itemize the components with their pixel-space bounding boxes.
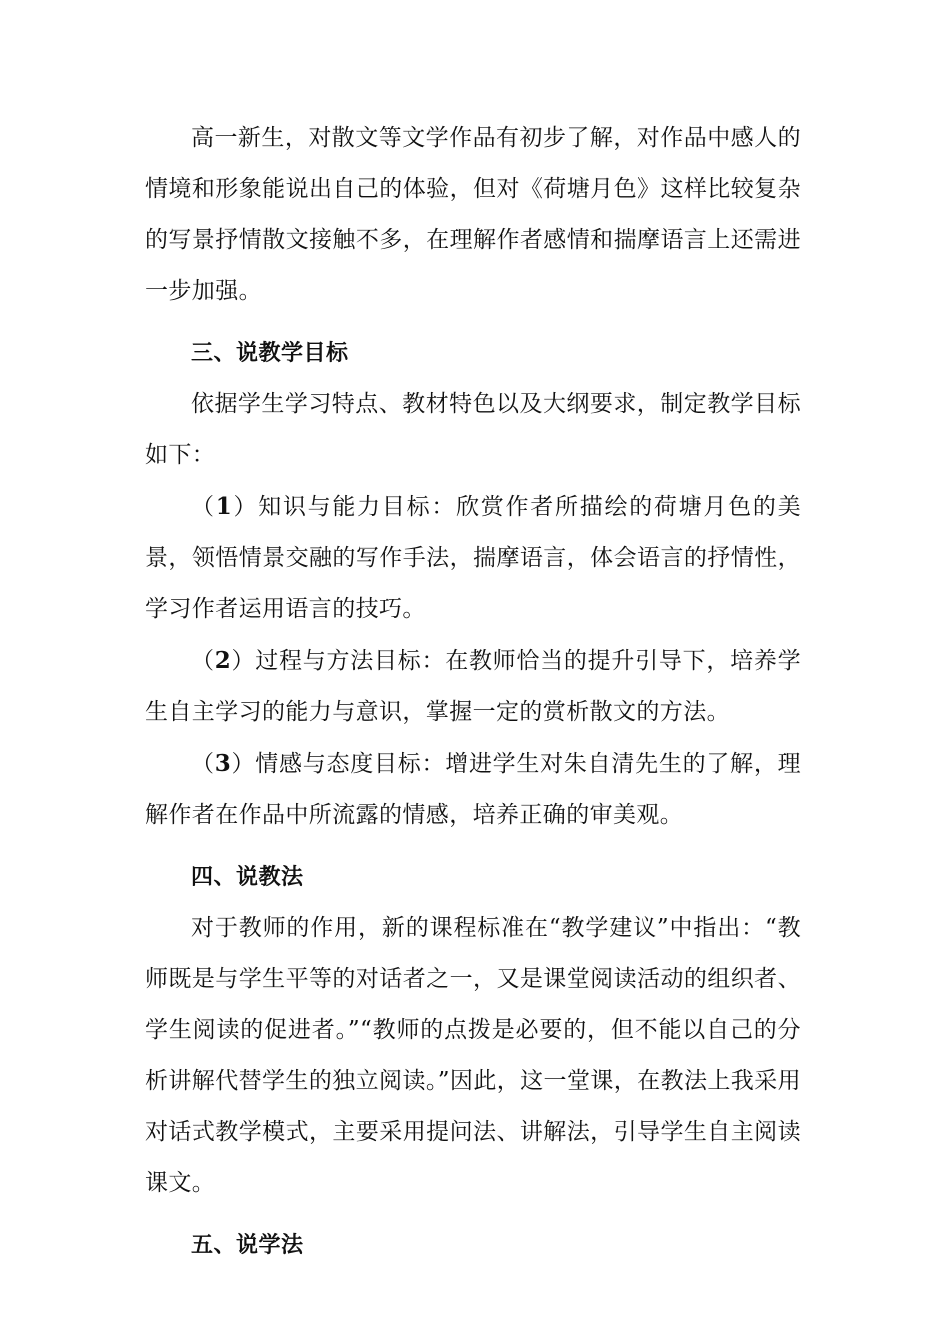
section-heading-objectives: 三、说教学目标 <box>191 341 349 366</box>
document-body <box>145 113 801 1271</box>
objective-number: 3 <box>214 750 232 777</box>
objective-item-2 <box>145 635 801 738</box>
objective-item-3 <box>145 738 801 841</box>
objective-text: 知识与能力目标：欣赏作者所描绘的荷塘月色的美景，领悟情景交融的写作手法，揣摩语言，体会语言的抒情性，学习作者运用语言的技巧。 <box>145 494 801 622</box>
objective-open-paren: （ <box>191 751 215 777</box>
objective-number: 1 <box>215 493 233 520</box>
objective-close-paren: ） <box>232 494 259 520</box>
objective-number: 2 <box>214 647 232 674</box>
objectives-intro-paragraph: 依据学生学习特点、教材特色以及大纲要求，制定教学目标如下： <box>145 391 801 468</box>
objective-text: 情感与态度目标：增进学生对朱自清先生的了解，理解作者在作品中所流露的情感，培养正确的审美观。 <box>145 751 801 828</box>
intro-paragraph: 高一新生，对散文等文学作品有初步了解，对作品中感人的情境和形象能说出自己的体验，但对《荷塘月色》这样比较复杂的写景抒情散文接触不多，在理解作者感情和揣摩语言上还需进一步加强。 <box>145 125 801 304</box>
objective-text: 过程与方法目标：在教师恰当的提升引导下，培养学生自主学习的能力与意识，掌握一定的赏析散文的方法。 <box>145 648 801 725</box>
objective-close-paren: ） <box>231 751 256 777</box>
section-heading-teaching-method: 四、说教法 <box>191 865 304 890</box>
objective-item-1 <box>145 481 801 635</box>
objective-open-paren: （ <box>191 494 216 520</box>
teaching-method-paragraph: 对于教师的作用，新的课程标准在“教学建议”中指出：“教师既是与学生平等的对话者之一，又是课堂阅读活动的组织者、学生阅读的促进者。”“教师的点拨是必要的，但不能以自己的分析讲解代替学生的独立阅读。”因此，这一堂课，在教法上我采用对话式教学模式，主要采用提问法、讲解法，引导学生自主阅读课文。 <box>145 915 801 1196</box>
objective-open-paren: （ <box>191 648 215 674</box>
objective-close-paren: ） <box>231 648 256 674</box>
section-heading-learning-method: 五、说学法 <box>191 1233 304 1258</box>
